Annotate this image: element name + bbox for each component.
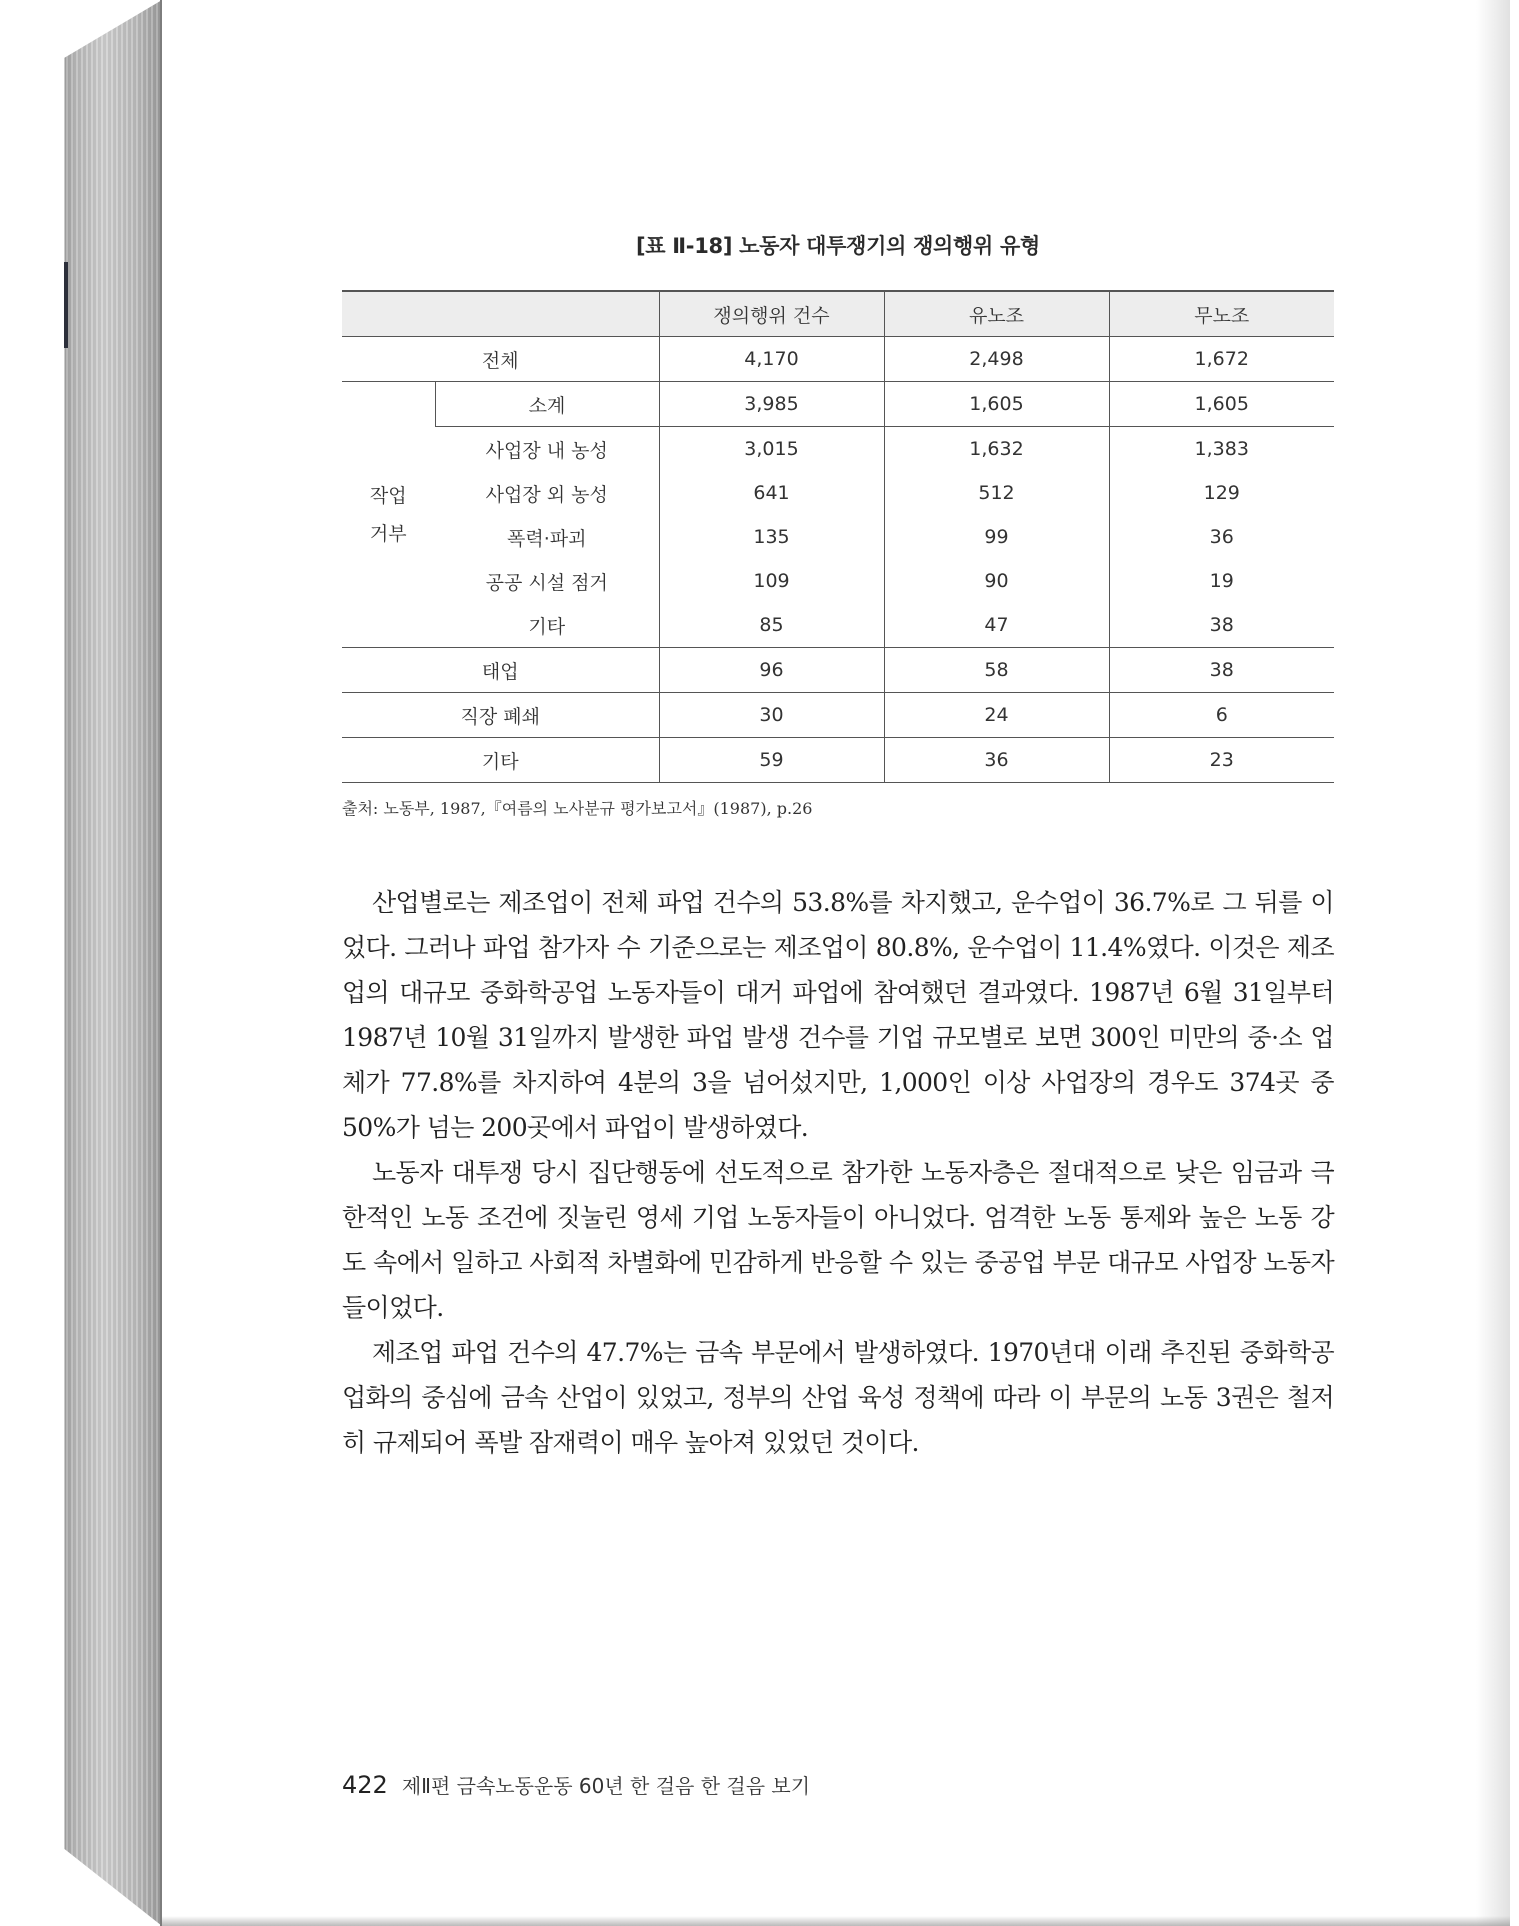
header-union: 유노조	[884, 291, 1109, 337]
spine-mark	[64, 262, 68, 348]
cell-value: 30	[659, 693, 884, 738]
paragraph: 산업별로는 제조업이 전체 파업 건수의 53.8%를 차지했고, 운수업이 36.7%로 그 뒤를 이었다. 그러나 파업 참가자 수 기준으로는 제조업이 80.8%, 운수업이 11.4%였다. 이것은 제조업의 대규모 중화학공업 노동자들이 대거 파업에 참여했던 결과였다. 1987년 6월 31일부터 1987년 10월 31일까지 발생한 파업 발생 건수를 기업 규모별로 보면 300인 미만의 중·소 업체가 77.8%를 차지하여 4분의 3을 넘어섰지만, 1,000인 이상 사업장의 경우도 374곳 중 50%가 넘는 200곳에서 파업이 발생하였다.	[342, 888, 1334, 1142]
row-label: 소계	[435, 382, 659, 427]
row-label: 전체	[342, 337, 659, 382]
row-label: 태업	[342, 648, 659, 693]
cell-value: 99	[884, 515, 1109, 559]
group-label: 작업 거부	[342, 382, 435, 648]
cell-value: 109	[659, 559, 884, 603]
table-row	[342, 337, 1334, 382]
cell-value: 1,632	[884, 427, 1109, 472]
book-page	[160, 0, 1510, 1926]
cell-value: 36	[1109, 515, 1334, 559]
cell-value: 38	[1109, 603, 1334, 648]
cell-value: 38	[1109, 648, 1334, 693]
row-label: 직장 폐쇄	[342, 693, 659, 738]
cell-value: 24	[884, 693, 1109, 738]
paragraph: 노동자 대투쟁 당시 집단행동에 선도적으로 참가한 노동자층은 절대적으로 낮은 임금과 극한적인 노동 조건에 짓눌린 영세 기업 노동자들이 아니었다. 엄격한 노동 통제와 높은 노동 강도 속에서 일하고 사회적 차별화에 민감하게 반응할 수 있는 중공업 부문 대규모 사업장 노동자들이었다.	[342, 1158, 1334, 1322]
cell-value: 85	[659, 603, 884, 648]
cell-value: 4,170	[659, 337, 884, 382]
cell-value: 6	[1109, 693, 1334, 738]
table-title: [표 Ⅱ-18] 노동자 대투쟁기의 쟁의행위 유형	[635, 234, 1040, 258]
header-nonunion: 무노조	[1109, 291, 1334, 337]
cell-value: 3,015	[659, 427, 884, 472]
header-count: 쟁의행위 건수	[659, 291, 884, 337]
row-label: 사업장 외 농성	[485, 483, 608, 506]
row-label: 기타	[435, 603, 659, 648]
dispute-type-table	[342, 290, 1334, 783]
row-label: 사업장 내 농성	[485, 439, 608, 462]
table-row	[342, 648, 1334, 693]
cell-value: 1,672	[1109, 337, 1334, 382]
paragraph: 제조업 파업 건수의 47.7%는 금속 부문에서 발생하였다. 1970년대 이래 추진된 중화학공업화의 중심에 금속 산업이 있었고, 정부의 산업 육성 정책에 따라 이 부문의 노동 3권은 철저히 규제되어 폭발 잠재력이 매우 높아져 있었던 것이다.	[342, 1338, 1334, 1457]
table-source: 출처: 노동부, 1987,『여름의 노사분규 평가보고서』(1987), p.26	[342, 799, 813, 818]
cell-value: 59	[659, 738, 884, 783]
cell-value: 512	[884, 471, 1109, 515]
table-row	[342, 471, 1334, 515]
cell-value: 96	[659, 648, 884, 693]
page-number: 422	[342, 1771, 388, 1799]
book-edge	[56, 0, 162, 1926]
table-row	[342, 603, 1334, 648]
cell-value: 58	[884, 648, 1109, 693]
body-text	[342, 880, 1334, 1465]
cell-value: 47	[884, 603, 1109, 648]
cell-value: 1,605	[1109, 382, 1334, 427]
header-corner	[342, 291, 659, 337]
table-row	[342, 738, 1334, 783]
table-row	[342, 693, 1334, 738]
running-title: 제Ⅱ편 금속노동운동 60년 한 걸음 한 걸음 보기	[401, 1774, 811, 1798]
cell-value: 129	[1109, 471, 1334, 515]
table-row	[342, 515, 1334, 559]
cell-value: 3,985	[659, 382, 884, 427]
page-footer	[342, 1770, 810, 1799]
row-label: 폭력·파괴	[507, 527, 587, 550]
cell-value: 90	[884, 559, 1109, 603]
cell-value: 19	[1109, 559, 1334, 603]
row-label: 공공 시설 점거	[485, 571, 608, 594]
cell-value: 135	[659, 515, 884, 559]
cell-value: 1,605	[884, 382, 1109, 427]
cell-value: 36	[884, 738, 1109, 783]
table-header-row	[342, 291, 1334, 337]
cell-value: 641	[659, 471, 884, 515]
row-label: 기타	[342, 738, 659, 783]
cell-value: 1,383	[1109, 427, 1334, 472]
cell-value: 2,498	[884, 337, 1109, 382]
cell-value: 23	[1109, 738, 1334, 783]
table-row	[342, 382, 1334, 427]
table-row	[342, 559, 1334, 603]
table-row	[342, 427, 1334, 472]
